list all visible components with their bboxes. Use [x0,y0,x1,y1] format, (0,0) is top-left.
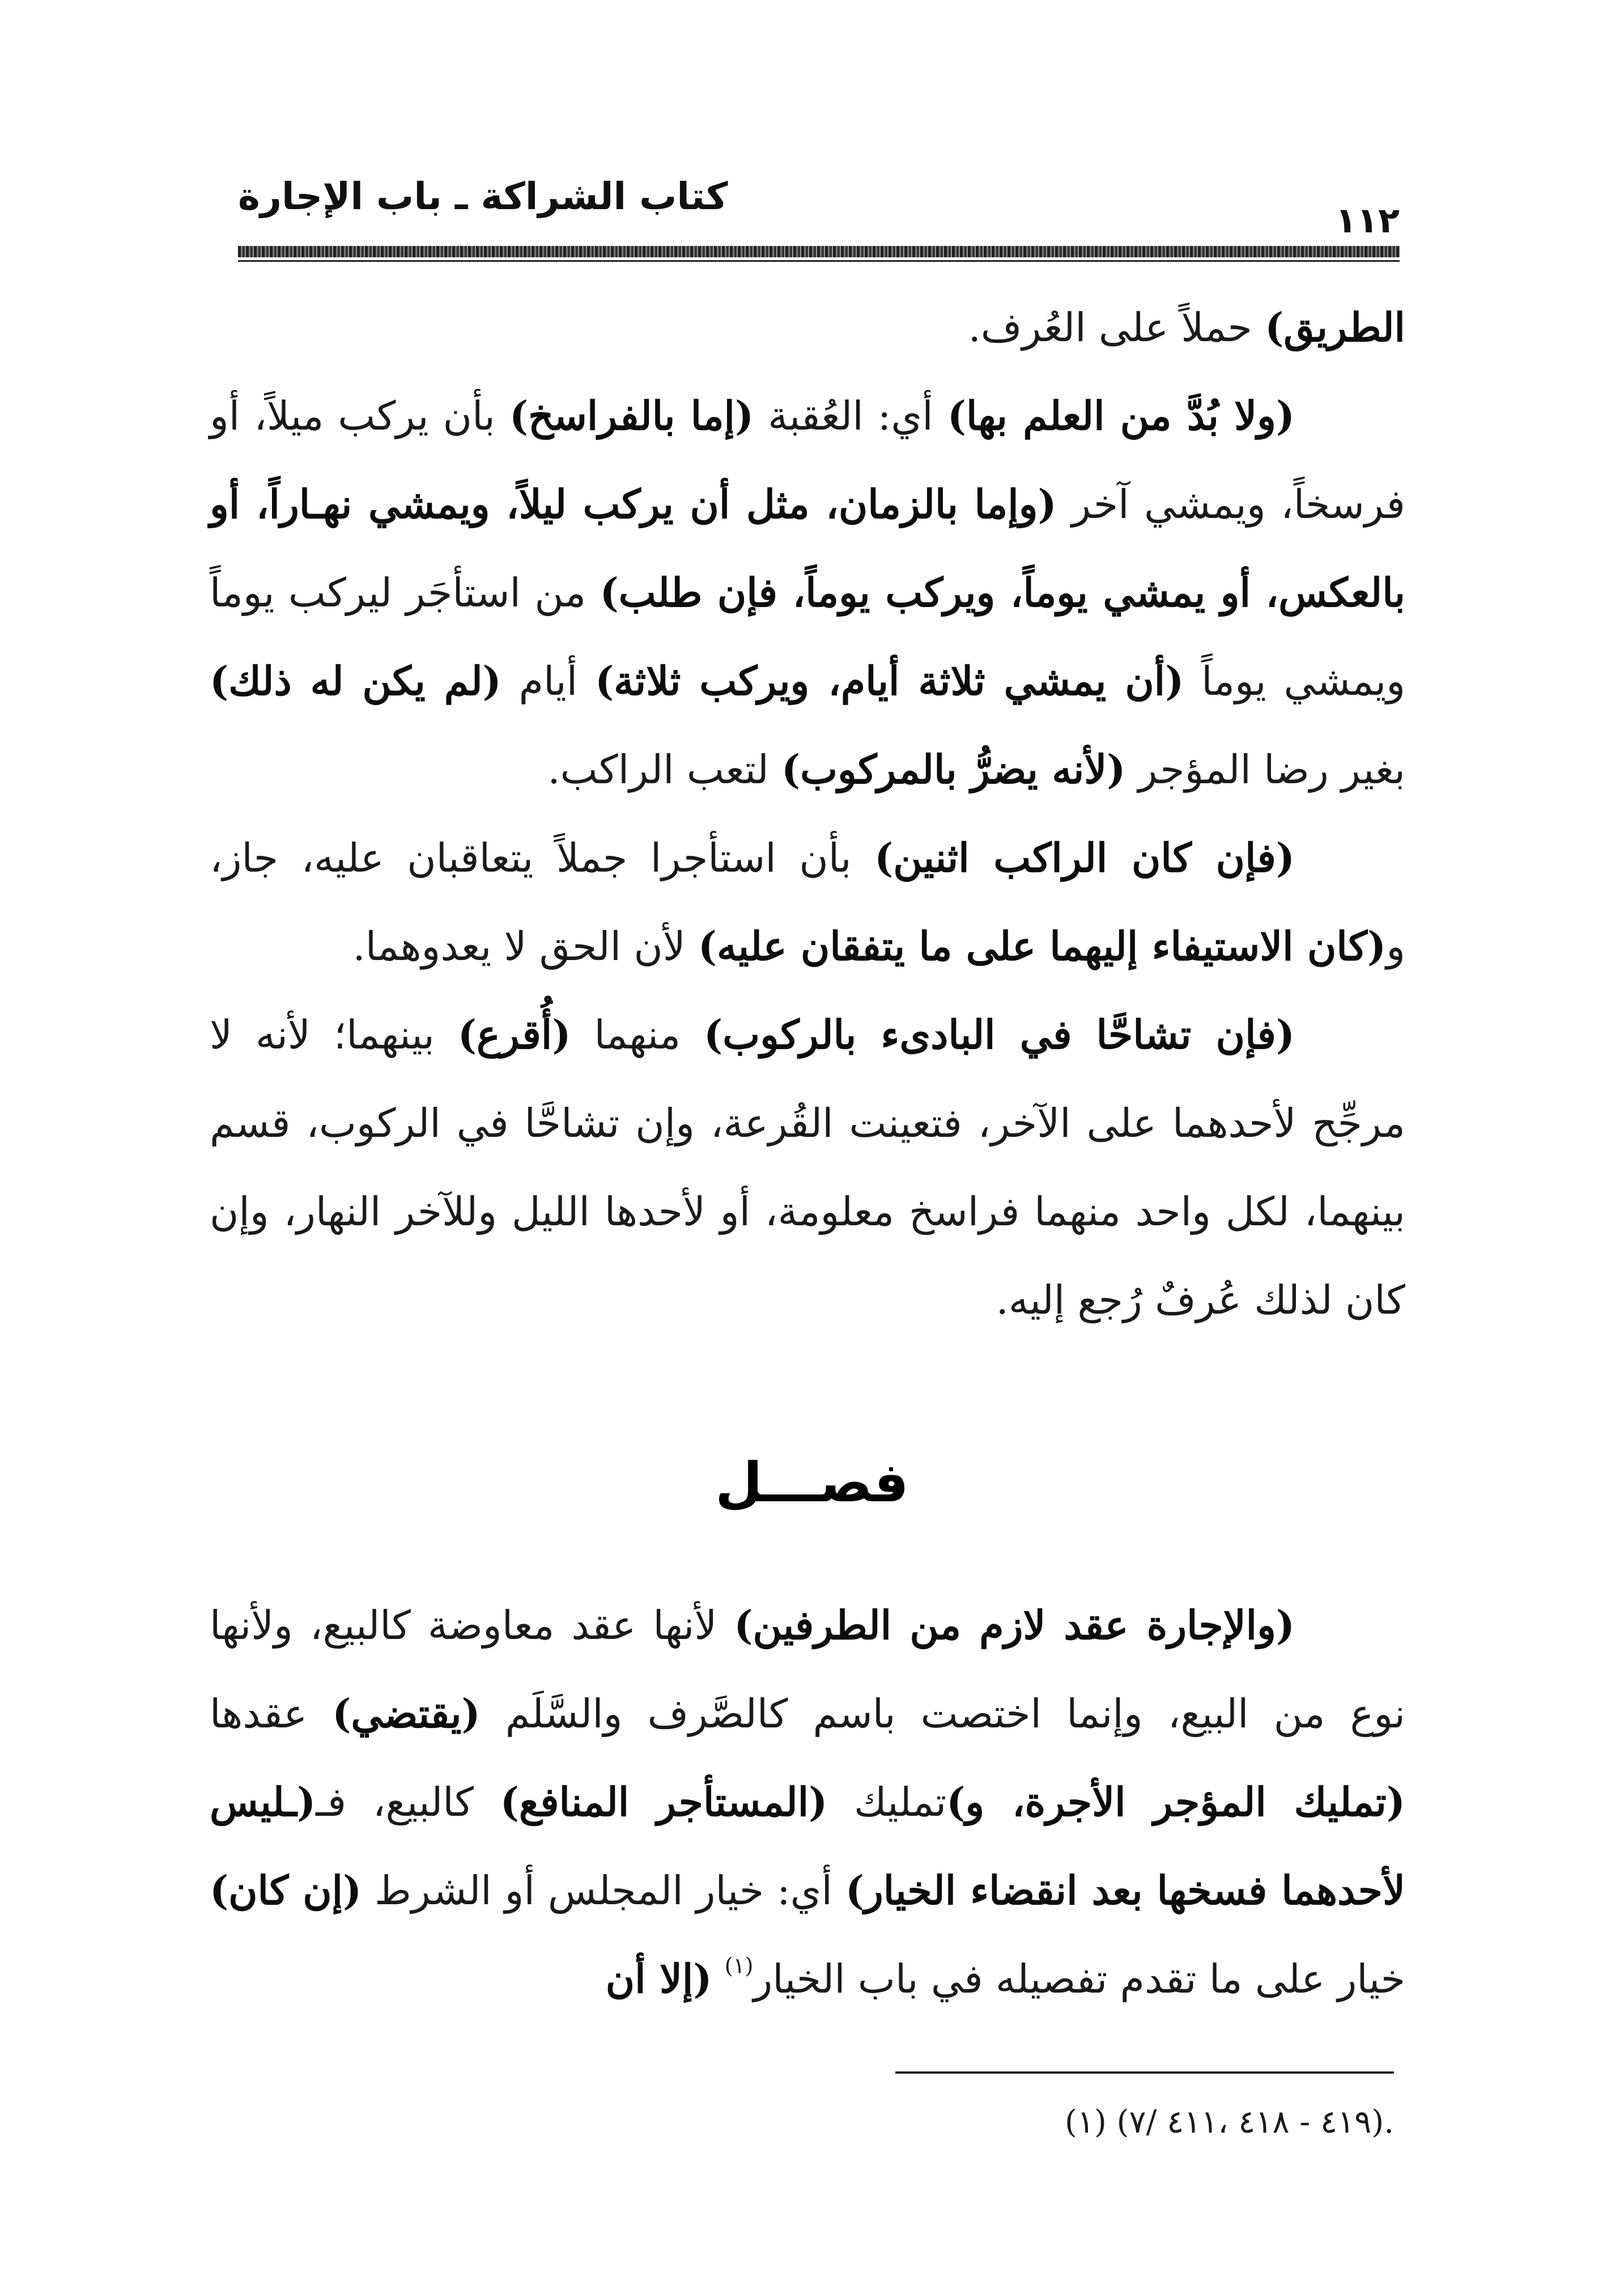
footnote-rule [895,2071,1394,2074]
paragraph: (فإن كان الراكب اثنين) بأن استأجرا جملاً يتعاقبان عليه، جاز، و(كان الاستيفاء إليهما على ما يتفقان عليه) لأن الحق لا يعدوهما. [210,834,1405,970]
running-head [238,170,1400,249]
paragraph: (والإجارة عقد لازم من الطرفين) لأنها عقد معاوضة كالبيع، ولأنها نوع من البيع، وإنما اختصت باسم كالصَّرف والسَّلَم (يقتضي) عقدها (تمليك المؤجر الأجرة، و)تمليك (المستأجر المنافع) كالبيع، فـ(ـليس لأحدهما فسخها بعد انقضاء الخيار) أي: خيار المجلس أو الشرط (إن كان) خيار على ما تقدم تفصيله في باب الخيار$^{(١)}$ (إلا أن [210,1602,1406,2002]
body-text-lower [210,1581,1405,2023]
paragraph: (فإن تشاحَّا في البادىء بالركوب) منهما (أُقرع) بينهما؛ لأنه لا مرجِّح لأحدهما على الآخر، فتعينت القُرعة، وإن تشاحَّا في الركوب، قسم بينهما، لكل واحد منهما فراسخ معلومة، أو لأحدها الليل وللآخر النهار، وإن كان لذلك عُرفٌ رُجع إليه. [210,1011,1405,1323]
footnote-marker[interactable]: (١) [724,1953,754,1979]
running-head-title: كتاب الشراكة ـ باب الإجارة [238,175,728,218]
section-heading: فصـــل [715,1451,909,1514]
footnote: .(٤١٩ - ٤١٨ ،٤١١ /٧) (١) [1065,2104,1394,2141]
page-number: ١١٢ [1335,199,1400,241]
body-text-upper [210,283,1405,1344]
header-rule [238,246,1400,257]
paragraph: الطريق) حملاً على العُرف. [968,304,1405,351]
paragraph: (ولا بُدَّ من العلم بها) أي: العُقبة (إما بالفراسخ) بأن يركب ميلاً، أو فرسخاً، ويمشي آخر (وإما بالزمان، مثل أن يركب ليلاً، ويمشي نهـاراً، أو بالعكس، أو يمشي يوماً، ويركب يوماً، فإن طلب) من استأجَر ليركب يوماً ويمشي يوماً (أن يمشي ثلاثة أيام، ويركب ثلاثة) أيام (لم يكن له ذلك) بغير رضا المؤجر (لأنه يضرُّ بالمركوب) لتعب الراكب. [210,392,1406,793]
